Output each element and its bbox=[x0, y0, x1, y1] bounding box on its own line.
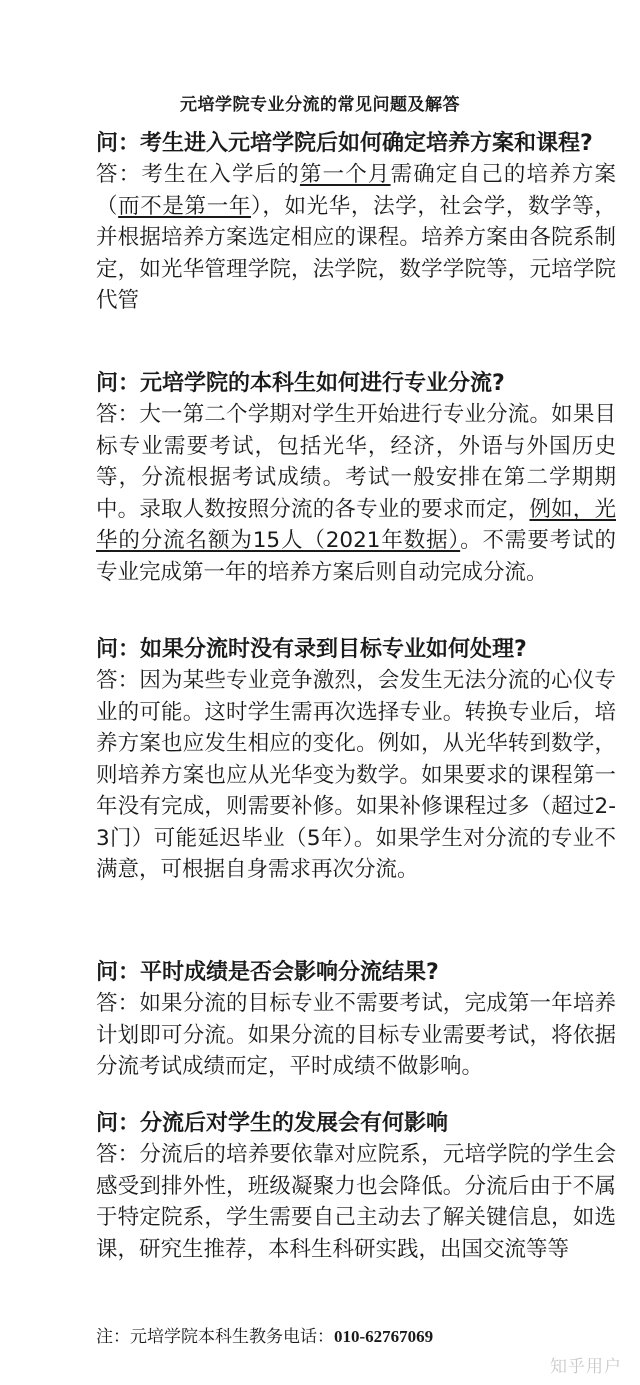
answer-5-part: 答：分流后的培养要依靠对应院系，元培学院的学生会感受到排外性，班级凝聚力也会降低。分流后由于不属于特定院系，学生需要自己主动去了解关键信息，如选课，研究生推荐，本科生科研实践，出国交流等等 bbox=[96, 1142, 616, 1262]
qa-block-4 bbox=[96, 957, 616, 1083]
answer-1-part: 需确定自己的培养方案（ bbox=[96, 162, 616, 219]
footer-label: 注：元培学院本科生教务电话： bbox=[96, 1327, 334, 1347]
answer-4-part: 答：如果分流的目标专业不需要考试，完成第一年培养计划即可分流。如果分流的目标专业需要考试，将依据分流考试成绩而定，平时成绩不做影响。 bbox=[96, 991, 616, 1079]
question-3: 问：如果分流时没有录到目标专业如何处理? bbox=[96, 637, 527, 662]
answer-3 bbox=[96, 665, 616, 886]
question-5: 问：分流后对学生的发展会有何影响 bbox=[96, 1111, 449, 1136]
watermark: 知乎用户 bbox=[550, 1357, 622, 1377]
answer-1-part: 答：考生在入学后的 bbox=[96, 162, 300, 187]
qa-block-2 bbox=[96, 368, 616, 588]
answer-2-part: 。不需要考试的专业完成第一年的培养方案后则自动完成分流。 bbox=[96, 528, 616, 585]
answer-1-underline: 而不是第一年 bbox=[118, 193, 251, 219]
answer-5 bbox=[96, 1139, 616, 1265]
document-title: 元培学院专业分流的常见问题及解答 bbox=[180, 95, 460, 115]
qa-block-3 bbox=[96, 634, 616, 886]
answer-2-underline: 例如，光华的分流名额为15人（2021年数据） bbox=[96, 496, 616, 553]
answer-1-underline: 第一个月 bbox=[299, 162, 391, 187]
qa-block-1 bbox=[96, 128, 616, 317]
question-2: 问：元培学院的本科生如何进行专业分流? bbox=[96, 371, 505, 396]
footer-note bbox=[96, 1322, 433, 1347]
footer-phone: 010-62767069 bbox=[334, 1327, 434, 1346]
answer-2 bbox=[96, 399, 616, 588]
answer-1-part: ），如光华，法学，社会学，数学等，并根据培养方案选定相应的课程。培养方案由各院系制定，如光华管理学院，法学院，数学学院等，元培学院代管 bbox=[96, 193, 616, 313]
question-4: 问：平时成绩是否会影响分流结果? bbox=[96, 960, 439, 985]
question-1: 问：考生进入元培学院后如何确定培养方案和课程? bbox=[96, 131, 593, 156]
answer-2-part: 答：大一第二个学期对学生开始进行专业分流。如果目标专业需要考试，包括光华，经济，外语与外国历史等，分流根据考试成绩。考试一般安排在第二学期期中。录取人数按照分流的各专业的要求而定， bbox=[96, 402, 616, 522]
qa-block-5 bbox=[96, 1108, 616, 1265]
answer-4 bbox=[96, 988, 616, 1083]
answer-3-part: 答：因为某些专业竞争激烈，会发生无法分流的心仪专业的可能。这时学生需再次选择专业。转换专业后，培养方案也应发生相应的变化。例如，从光华转到数学，则培养方案也应从光华变为数学。如果要求的课程第一年没有完成，则需要补修。如果补修课程过多（超过2-3门）可能延迟毕业（5年）。如果学生对分流的专业不满意，可根据自身需求再次分流。 bbox=[96, 668, 616, 882]
answer-1 bbox=[96, 159, 616, 317]
